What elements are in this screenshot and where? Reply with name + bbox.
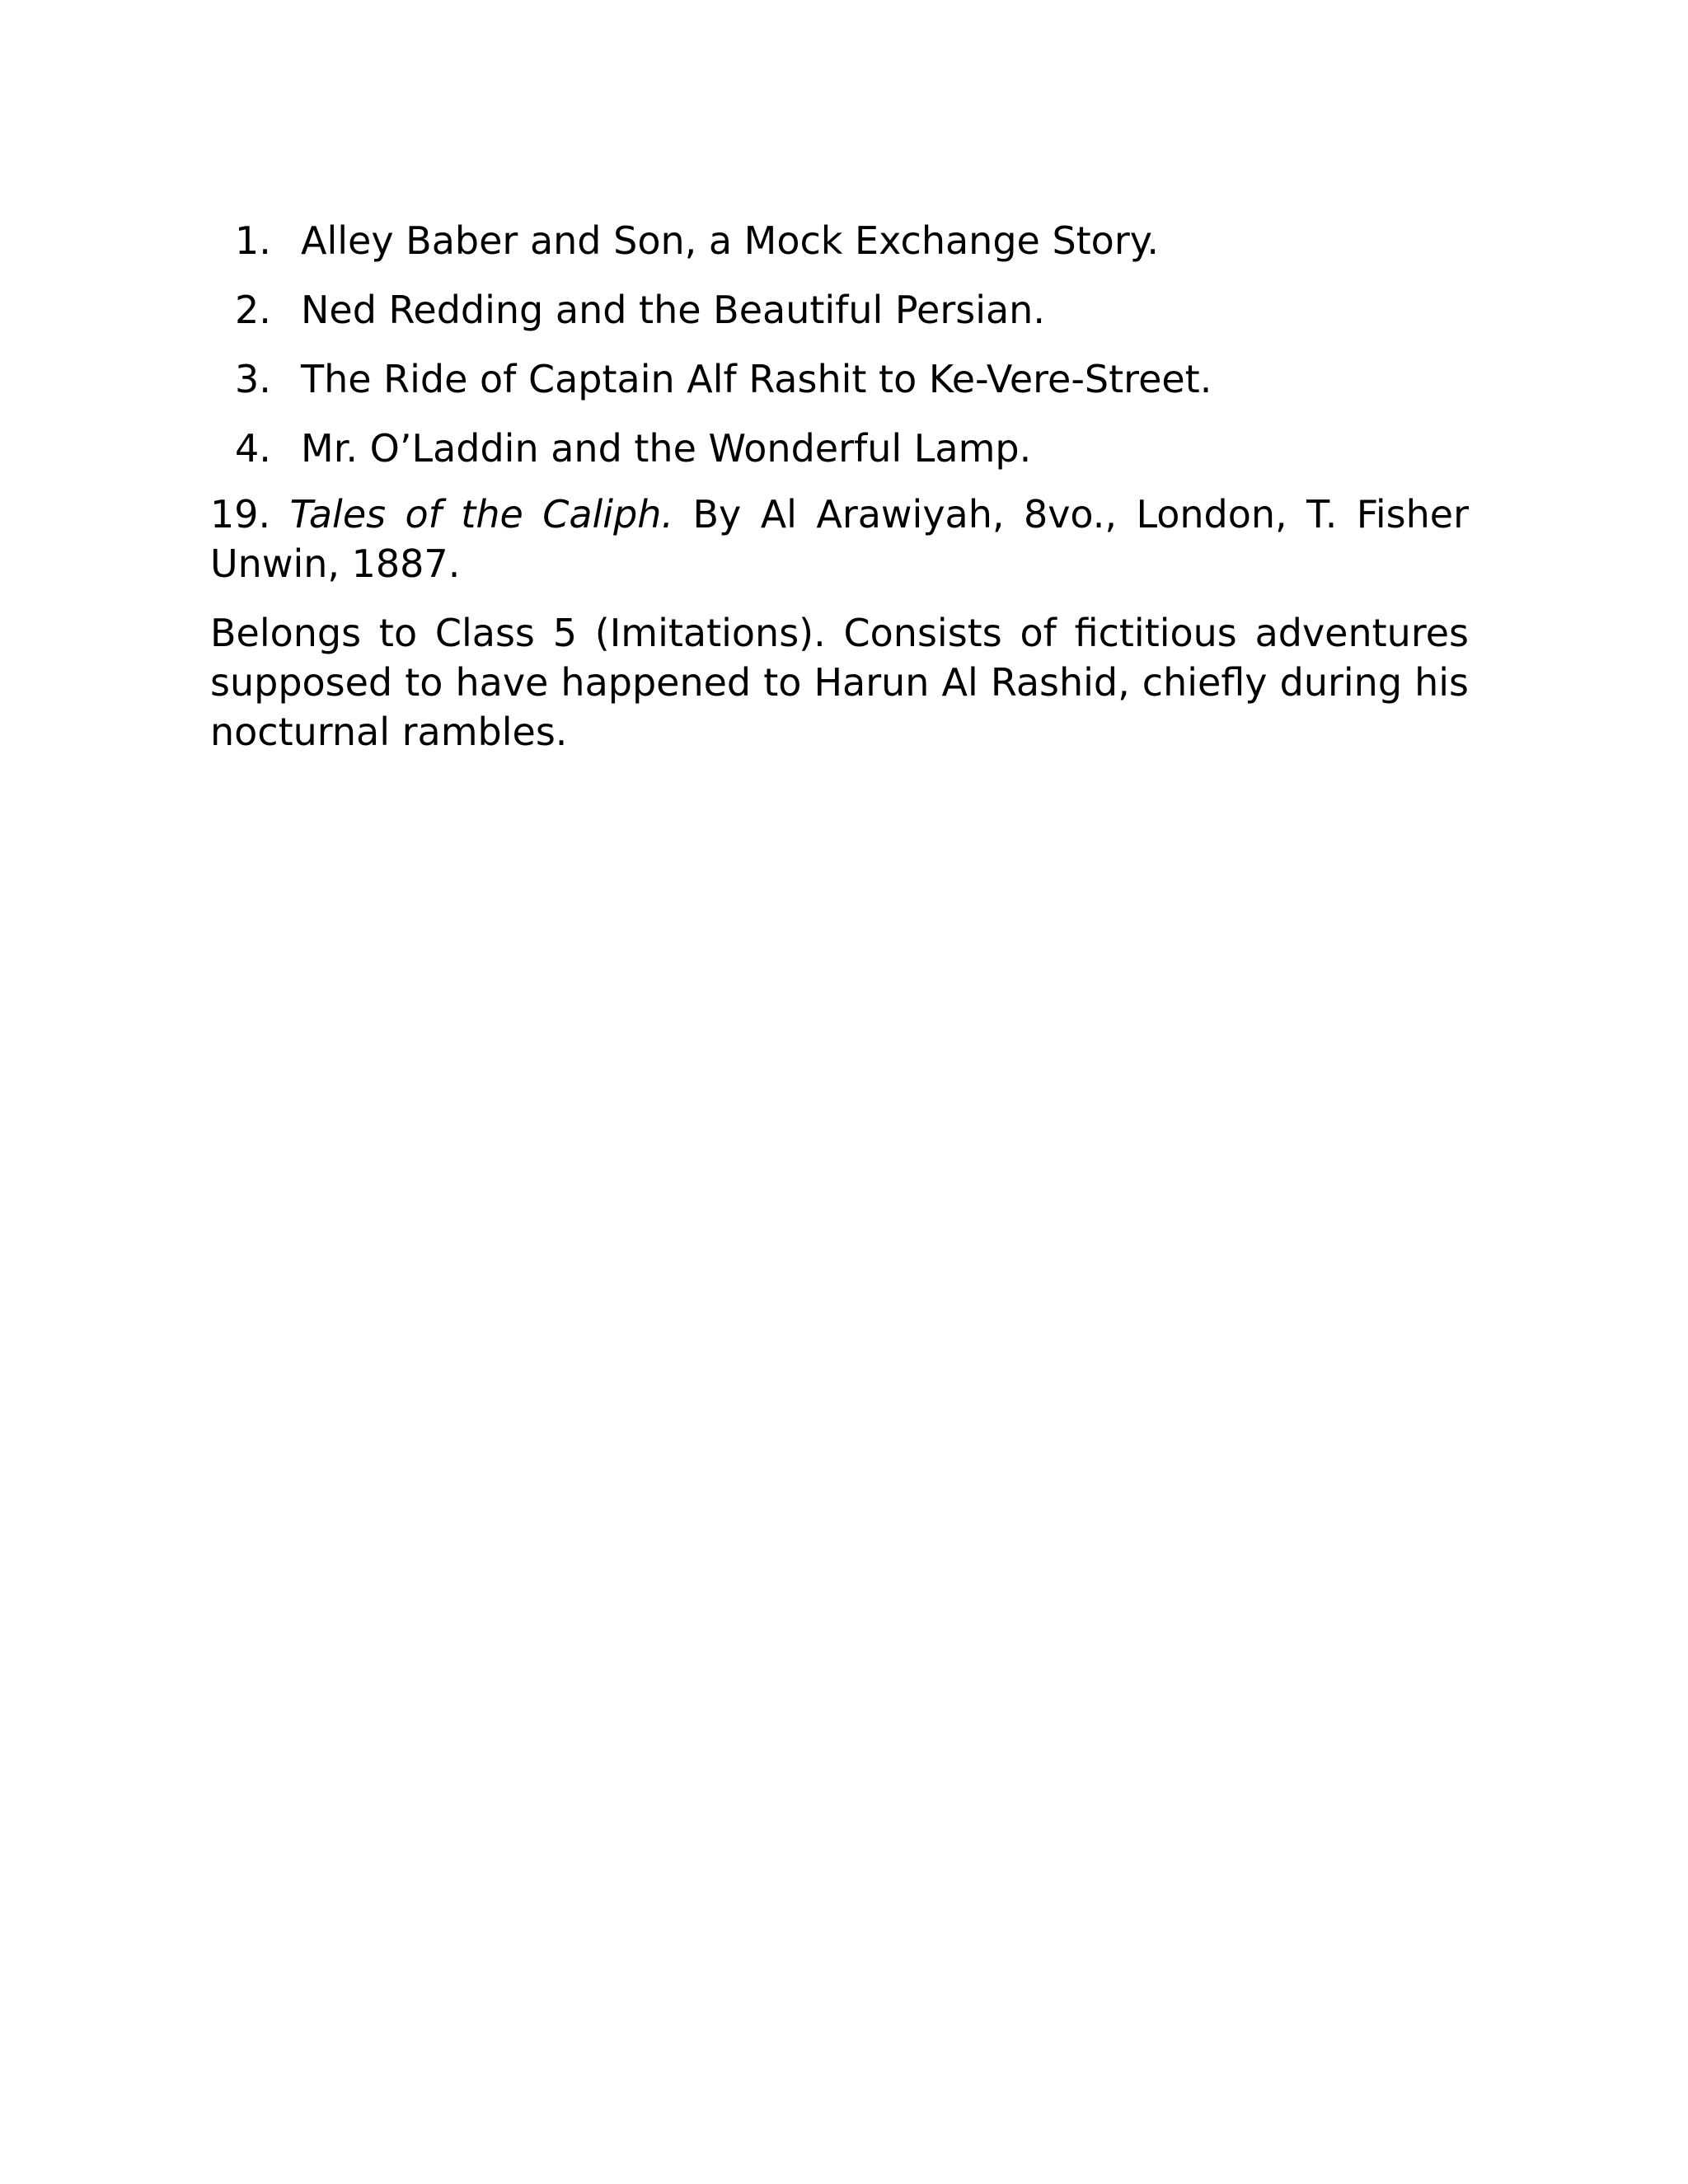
entry-number: 19.	[210, 492, 271, 537]
entry-note: Belongs to Class 5 (Imitations). Consists of fictitious adventures supposed to have happened to Harun Al Rashid, chiefly during his nocturnal rambles.	[210, 611, 1469, 754]
story-list	[210, 216, 1469, 473]
entry-title: Tales of the Caliph.	[289, 492, 674, 537]
list-item	[210, 216, 1469, 265]
list-item	[210, 354, 1469, 404]
list-item-number: 3.	[235, 357, 271, 401]
list-item-text: Ned Redding and the Beautiful Persian.	[301, 288, 1045, 332]
entry-details: By Al Arawiyah, 8vo., London, T. Fisher Unwin, 1887.	[210, 492, 1470, 586]
list-item-text: Mr. O’Laddin and the Wonderful Lamp.	[301, 426, 1032, 471]
list-item	[210, 424, 1469, 473]
list-item-text: Alley Baber and Son, a Mock Exchange Story.	[301, 218, 1160, 263]
list-item	[210, 285, 1469, 335]
list-item-number: 2.	[235, 288, 271, 332]
bibliography-entry	[210, 490, 1469, 588]
list-item-number: 4.	[235, 426, 271, 471]
list-item-number: 1.	[235, 218, 271, 263]
list-item-text: The Ride of Captain Alf Rashit to Ke-Vere-Street.	[301, 357, 1212, 401]
document-page	[210, 216, 1469, 757]
